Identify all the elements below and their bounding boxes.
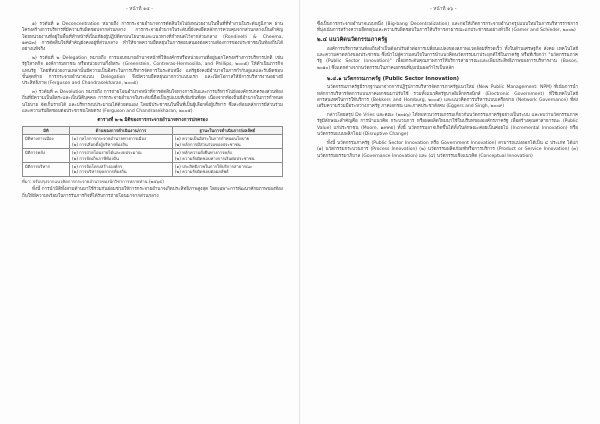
- table-cell-line: (๒) ความรับผิดชอบทางการเงินต่อประชาชน: [174, 155, 255, 161]
- table-source-note: ที่มา: ปรับปรุงจากแนวคิดการกระจายอำนาจของนักวิชาการหลายท่าน (๒๕๖๕): [22, 178, 164, 184]
- table-cell-line: (๑) การจัดโครงสร้างองค์กร: [72, 163, 123, 169]
- table-cell: [172, 162, 282, 176]
- paragraph: ทั้งนี้ การนำมิติทั้งสามด้านมาใช้ร่วมกันย่อมช่วยให้การกระจายอำนาจเกิดประสิทธิภาพสูงสุด โดยเฉพาะการพัฒนาศักยภาพของท้องถิ่นให้มีความพร้อมในการรับภารกิจที่ได้รับการถ่ายโอนมาจากส่วนกลาง: [22, 187, 283, 199]
- paragraph: นวัตกรรมภาครัฐมีรากฐานมาจากการปฏิรูปการบริหารจัดการภาครัฐแนวใหม่ (New Public Management: NPM) ที่เน้นการนำหลักการบริหารจัดการแบบภาคเอกชนมาปรับใช้ รวมทั้งแนวคิดรัฐบาลอิเล็กทรอนิกส์ (Electronic Government) ที่ใช้เทคโนโลยีสารสนเทศในการให้บริการ (Bekkers and Homburg, ๒๐๐๕) และแนวคิดการบริหารแบบเครือข่าย (Network Governance) ที่ส่งเสริมความร่วมมือระหว่างภาครัฐ ภาคเอกชน และภาคประชาสังคม (Eggers and Singh, ๒๐๐๙): [317, 85, 578, 110]
- page-number: - หน้าที่ ๑๖ -: [430, 7, 457, 12]
- paragraph: ๓) รวดันที่ ๓ Devolution หมายถึง การถ่ายโอนอำนาจหน้าที่การตัดสินใจทางการเงินและการบริหารไปยังองค์กรปกครองส่วนท้องถิ่นที่มีความเป็นอิสระและเป็นนิติบุคคล การกระจายอำนาจในระดับนี้ถือเป็นรูปแบบที่เข้มข้นที่สุด เนื่องจากท้องถิ่นมีอำนาจในการกำหนดนโยบาย จัดเก็บรายได้ และบริหารงบประมาณได้ด้วยตนเอง โดยมีประชาชนในพื้นที่เป็นผู้เลือกตั้งผู้บริหาร ซึ่งสะท้อนหลักการมีส่วนร่วมและความรับผิดชอบต่อประชาชนโดยตรง (Ferguson and Chandrasekharan, ๒๐๐๕): [22, 90, 283, 115]
- page-number: - หน้าที่ ๑๕ -: [126, 7, 154, 12]
- table-cell: [70, 162, 173, 176]
- table-cell-line: (๑) ความเป็นอิสระในการกำหนดนโยบาย: [174, 136, 250, 142]
- table-row: [23, 135, 283, 149]
- table-cell-line: (๑) ประสิทธิภาพในการให้บริการสาธารณะ: [174, 163, 253, 169]
- paragraph: ๑) รวดันที่ ๑ Deconcentration หมายถึง การกระจายอำนาจการตัดสินใจไปยังหน่วยงานในพื้นที่ที่ทำงานในระดับภูมิภาค ผ่านโครงสร้างการบริหารที่มีความรับผิดชอบจากส่วนกลาง การกระจายอำนาจในระดับนี้ยังคงยึดหลักการควบคุมจากส่วนกลางเป็นสำคัญ โดยหน่วยงานที่อยู่ในพื้นที่ทำหน้าที่เป็นเพียงผู้ปฏิบัติตามนโยบายและแนวทางที่กำหนดไว้จากส่วนกลาง (Rondinelli & Cheema, ๑๙๘๓) การตัดสินใจที่สำคัญยังคงอยู่ที่ส่วนกลาง ทำให้ขาดความยืดหยุ่นในการตอบสนองต่อความต้องการของประชาชนในท้องถิ่นได้อย่างแท้จริง: [22, 22, 283, 53]
- table-cell-line: (๒) การบริหารบุคลากรท้องถิ่น: [72, 169, 127, 175]
- table-cell: [172, 149, 282, 163]
- table-cell-line: (๒) การจัดเก็บภาษีท้องถิ่น: [72, 155, 119, 161]
- paragraph: กล่าวโดยสรุป De Vries และคณะ (๒๐๑๖) ได้ทบทวนวรรณกรรมเกี่ยวกับนวัตกรรมภาครัฐอย่างเป็นระบบ และพบว่านวัตกรรมภาครัฐมีลักษณะสำคัญคือ การนำแนวคิด กระบวนการ หรือผลผลิตใหม่มาใช้ในบริบทขององค์กรภาครัฐ เพื่อสร้างคุณค่าสาธารณะ (Public Value) แก่ประชาชน (Moore, ๑๙๙๕) ทั้งนี้ นวัตกรรมอาจเกิดขึ้นได้ทั้งในลักษณะค่อยเป็นค่อยไป (Incremental Innovation) หรือนวัตกรรมแบบพลิกโฉม (Disruptive Change): [317, 113, 578, 138]
- right-page-content: [317, 22, 578, 162]
- table-cell: [172, 135, 282, 149]
- table-caption: ตารางที่ ๒-๒ มิติของการกระจายอำนาจทางการปกครอง: [97, 117, 208, 123]
- paragraph: ทั้งนี้ นวัตกรรมภาครัฐ (Public Sector Innovation หรือ Government Innovation) สามารถแบ่งออกได้เป็น ๔ ประเภท ได้แก่ (๑) นวัตกรรมกระบวนการ (Process Innovation) (๒) นวัตกรรมผลิตภัณฑ์หรือการบริการ (Product or Service Innovation) (๓) นวัตกรรมธรรมาภิบาล (Governance Innovation) และ (๔) นวัตกรรมเชิงแนวคิด (Conceptual Innovation): [317, 140, 578, 159]
- paragraph: องค์การบริหารส่วนท้องถิ่นจำเป็นต้องปรับตัวต่อการเปลี่ยนแปลงของสภาพแวดล้อมที่รวดเร็ว ทั้งในด้านเศรษฐกิจ สังคม เทคโนโลยี และความคาดหวังของประชาชน ซึ่งนำไปสู่ความสนใจในการนำแนวคิดนวัตกรรมมาประยุกต์ใช้ในภาครัฐ หรือที่เรียกว่า "นวัตกรรมภาครัฐ (Public Sector Innovation)" เพื่อยกระดับคุณภาพการให้บริการสาธารณะและเพิ่มประสิทธิภาพของการบริหารงาน (Bason, ๒๐๑๐) ซึ่งแตกต่างจากนวัตกรรมในภาคเอกชนที่มุ่งเน้นผลกำไรเป็นหลัก: [317, 46, 578, 71]
- table-cell: [70, 149, 173, 163]
- table-cell-line: (๒) การเลือกตั้งผู้บริหารท้องถิ่น: [72, 141, 128, 147]
- paragraph: ๒) รวดันที่ ๒ Delegation หมายถึง การมอบหมายอำนาจหน้าที่ให้องค์กรหรือหน่วยงานที่อยู่นอกโครงสร้างการบริหารปกติ เช่น รัฐวิสาหกิจ องค์การมหาชน หรือหน่วยงานกึ่งอิสระ (Greenstein, Contreras-Hermosilla, and Phillips, ๒๐๐๕) ให้ดำเนินภารกิจแทนรัฐ โดยที่หน่วยงานเหล่านั้นมีความเป็นอิสระในการบริหารจัดการในระดับหนึ่ง แต่รัฐยังคงมีอำนาจในการกำกับดูแลและรับผิดชอบขั้นสุดท้าย การกระจายอำนาจแบบ Delegation จึงมีความยืดหยุ่นมากกว่าแบบแรก และเปิดโอกาสให้มีการบริหารงานอย่างมีประสิทธิภาพ (Ferguson and Chandrasekharan, ๒๐๐๕): [22, 56, 283, 87]
- table-cell-dimension: มิติการบริหาร: [23, 162, 70, 176]
- table-header-row: [23, 126, 283, 134]
- table-row: [23, 162, 283, 176]
- table-cell-line: (๒) หลักการมีส่วนร่วมของประชาชน: [174, 141, 241, 147]
- table-header-cell: ด้านของการดำเนินงาน/การ: [70, 126, 173, 134]
- section-heading: ๒.๔ แนวคิดนวัตกรรมภาครัฐ: [317, 37, 388, 44]
- table-cell-line: (๑) กลไกการกระจายอำนาจทางการเมือง: [72, 136, 147, 142]
- right-page: [300, 0, 600, 424]
- table-cell: [70, 135, 173, 149]
- table-row: [23, 149, 283, 163]
- decentralization-table: [22, 126, 283, 177]
- subsection-heading: ๒.๔.๑ นวัตกรรมภาครัฐ (Public Sector Innovation): [327, 75, 460, 82]
- table-header-cell: มิติ: [23, 126, 70, 134]
- table-cell-line: (๑) การถ่ายโอนรายได้และงบประมาณ: [72, 150, 142, 156]
- left-page-content: [22, 22, 283, 203]
- paragraph: ซึ่งเป็นการกระจายอำนาจแบบหนึ่ง (Big-bang Decentralization) และก่อให้เกิดการกระจายอำนาจรูปแบบใหม่ในการบริหารราชการ ที่มุ่งเน้นการสร้างความยืดหยุ่นและความรับผิดชอบในการให้บริการสาธารณะแก่ประชาชนอย่างทั่วถึง (Gamer and Schieder, ๒๐๐๒): [317, 22, 578, 34]
- table-cell-dimension: มิติการคลัง: [23, 149, 70, 163]
- table-cell-dimension: มิติทางการเมือง: [23, 135, 70, 149]
- table-header-cell: ฐานะในการดำเนินการ/ผลลัพธ์: [172, 126, 282, 134]
- table-cell-line: (๑) หลักความยั่งยืนทางการคลัง: [174, 150, 232, 156]
- table-cell-line: (๒) ความรับผิดชอบต่อผลลัพธ์: [174, 169, 229, 175]
